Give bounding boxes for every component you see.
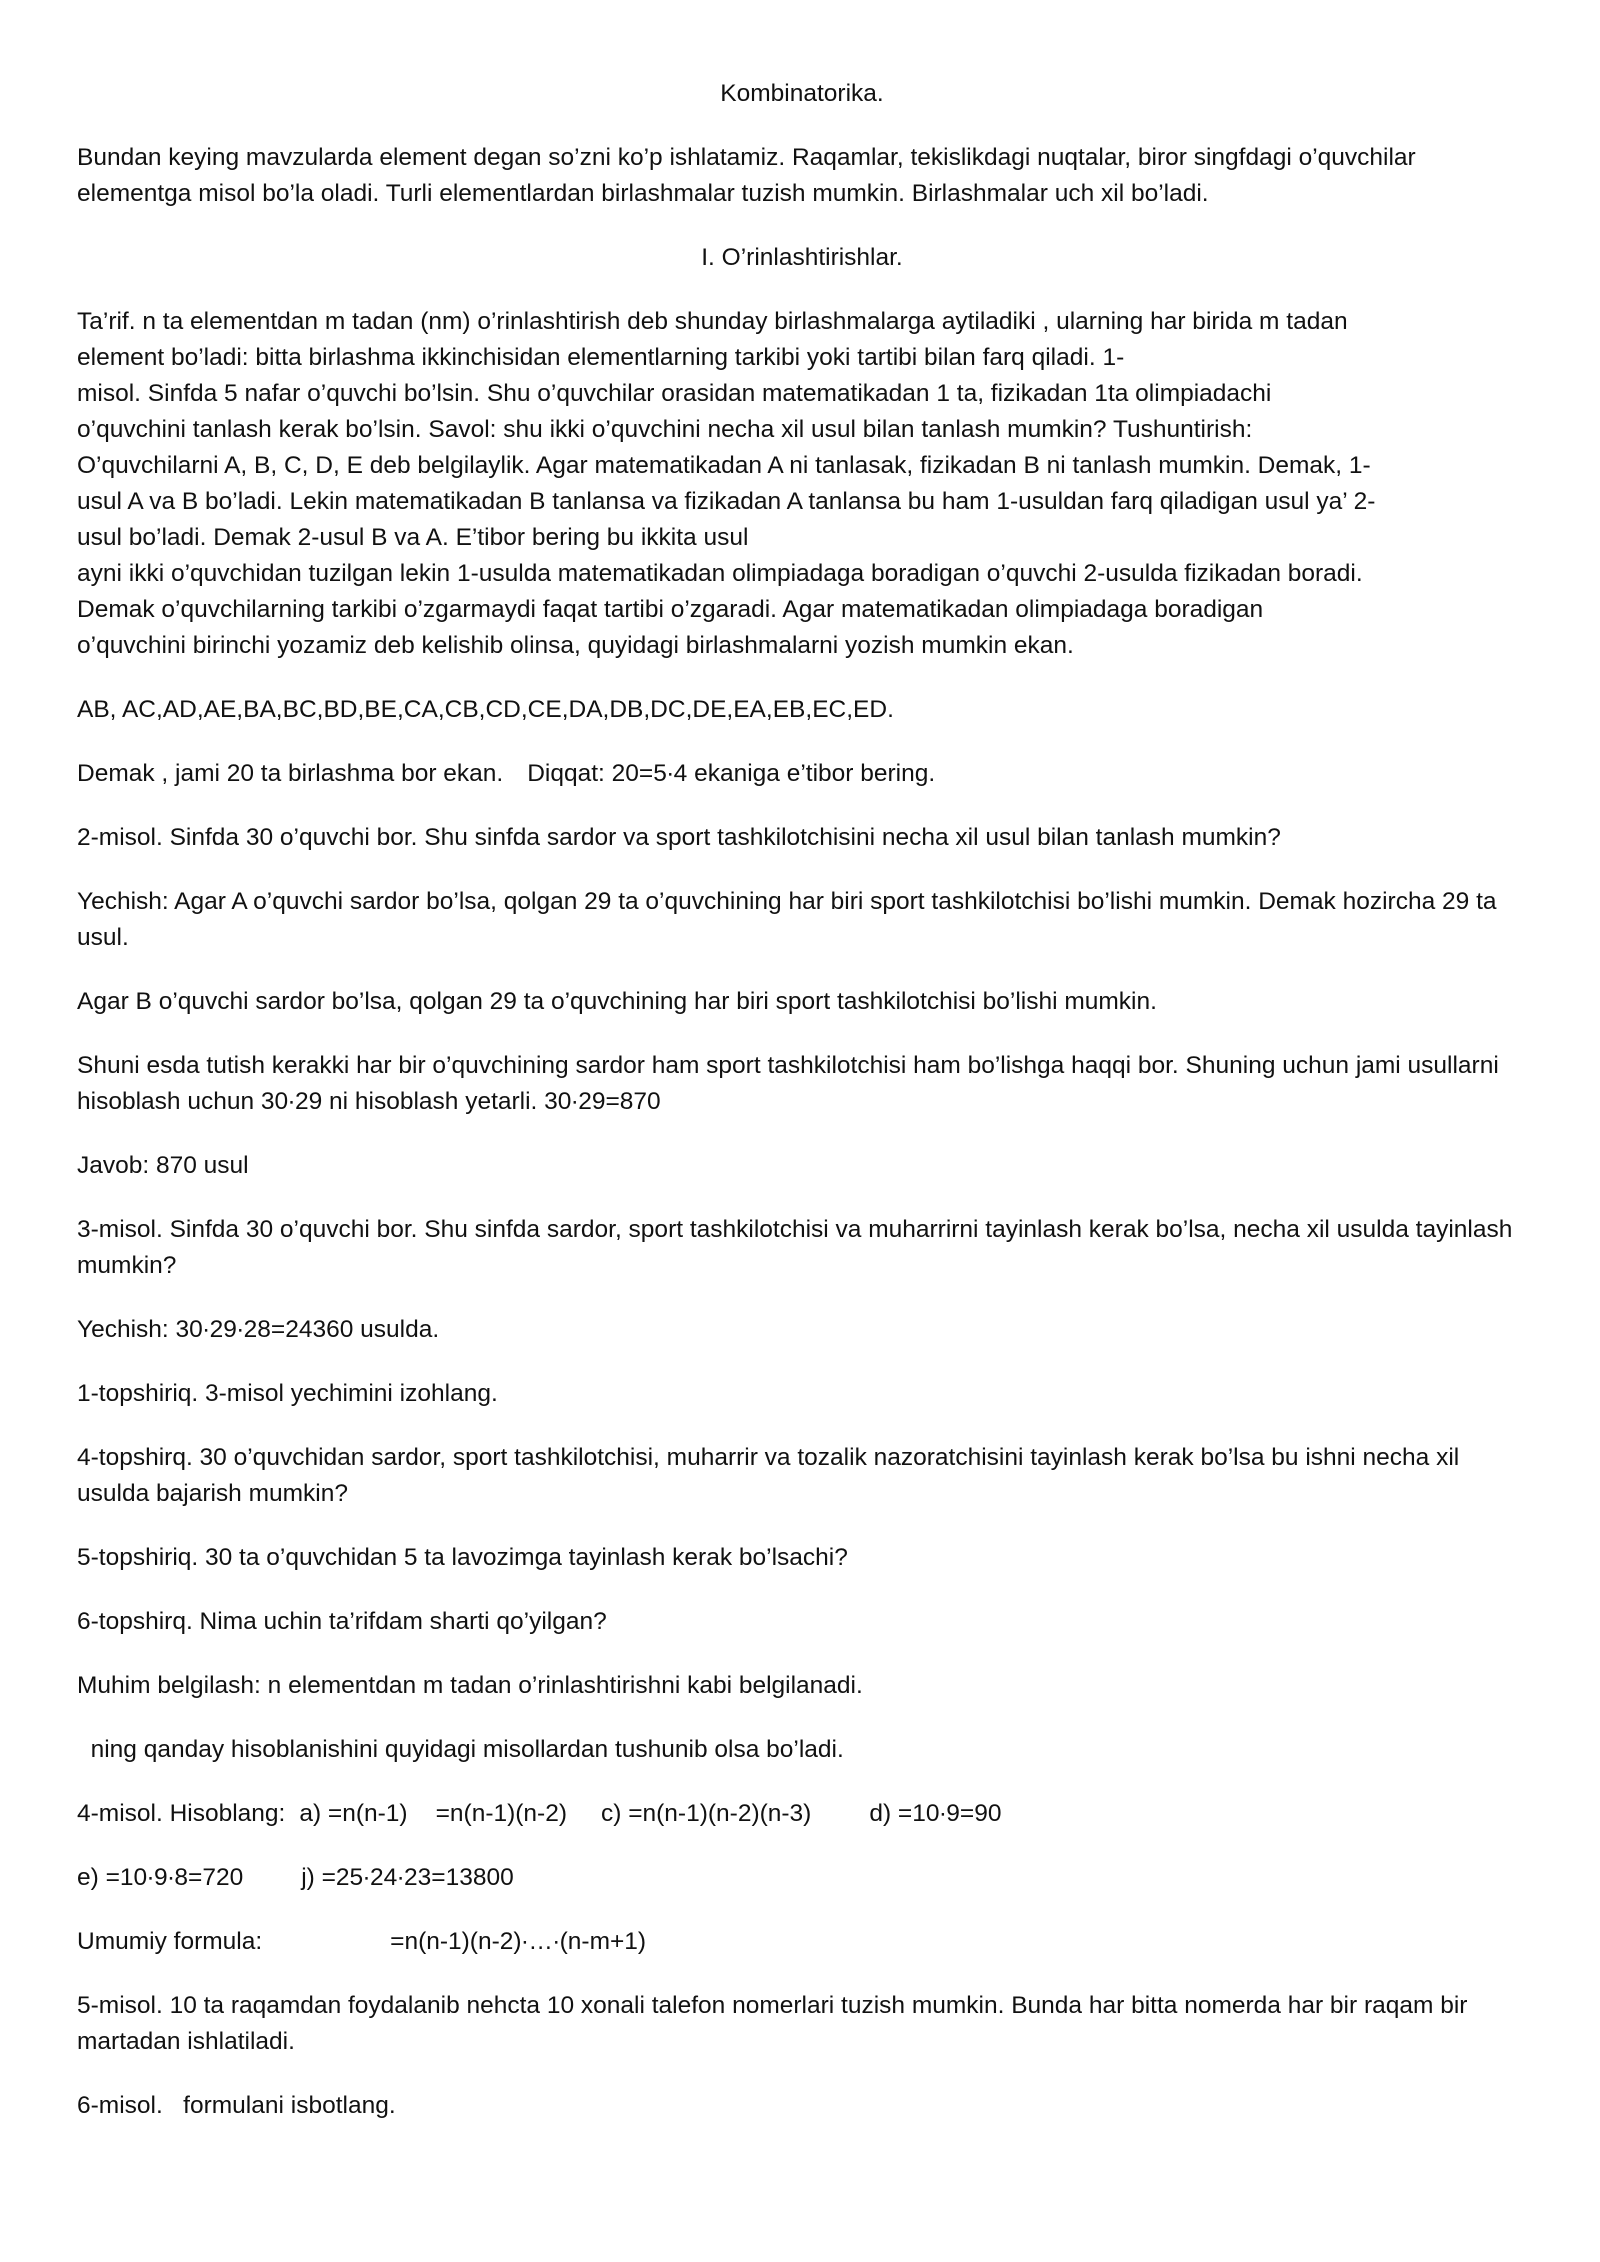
answer-2: Javob: 870 usul bbox=[77, 1152, 249, 1179]
document-body bbox=[77, 76, 1527, 2152]
definition-text: usul bo’ladi. Demak 2-usul B va A. bbox=[77, 524, 449, 551]
total-paragraph bbox=[77, 756, 1527, 792]
document-title: Kombinatorika. bbox=[720, 80, 884, 107]
solution-2a: Yechish: Agar A o’quvchi sardor bo’lsa, qolgan 29 ta o’quvchining har biri sport tashkilotchisi bo’lishi mumkin. Demak hozircha 29 ta usul. bbox=[77, 888, 1497, 951]
solution-3: Yechish: 30∙29∙28=24360 usulda. bbox=[77, 1316, 440, 1343]
example-4-j: j) =25∙24∙23=13800 bbox=[301, 1864, 514, 1891]
example-3: 3-misol. Sinfda 30 o’quvchi bor. Shu sinfda sardor, sport tashkilotchisi va muharrirni tayinlash kerak bo’lsa, necha xil usulda tayinlash mumkin? bbox=[77, 1216, 1513, 1279]
definition-line bbox=[77, 520, 1527, 556]
section-heading: I. O’rinlashtirishlar. bbox=[701, 244, 903, 271]
example-5: 5-misol. 10 ta raqamdan foydalanib nehcta 10 xonali talefon nomerlari tuzish mumkin. Bunda har bitta nomerda har bir raqam bir martadan ishlatiladi. bbox=[77, 1992, 1468, 2055]
solution-2b: Agar B o’quvchi sardor bo’lsa, qolgan 29 ta o’quvchining har biri sport tashkilotchisi bo’lishi mumkin. bbox=[77, 988, 1157, 1015]
example-4-d: d) =10∙9=90 bbox=[869, 1800, 1002, 1827]
example-4-row-1 bbox=[77, 1796, 1527, 1832]
example-4-label: 4-misol. Hisoblang: bbox=[77, 1800, 286, 1827]
example-4-a: a) =n(n-1) bbox=[299, 1800, 408, 1827]
definition-line: O’quvchilarni A, B, C, D, E deb belgilaylik. Agar matematikadan A ni tanlasak, fizikadan B ni tanlash mumkin. Demak, 1- bbox=[77, 452, 1371, 479]
definition-text: o’quvchini tanlash kerak bo’lsin. Savol: shu ikki o’quvchini necha xil usul bilan tanlash mumkin? bbox=[77, 416, 1107, 443]
example-4-b: =n(n-1)(n-2) bbox=[435, 1800, 567, 1827]
example-2: 2-misol. Sinfda 30 o’quvchi bor. Shu sinfda sardor va sport tashkilotchisini necha xil usul bilan tanlash mumkin? bbox=[77, 824, 1281, 851]
task-1: 1-topshiriq. 3-misol yechimini izohlang. bbox=[77, 1380, 498, 1407]
intro-paragraph: Bundan keying mavzularda element degan so’zni ko’p ishlatamiz. Raqamlar, tekislikdagi nuqtalar, biror singfdagi o’quvchilar elementga misol bo’la oladi. Turli elementlardan birlashmalar tuzish mumkin. Birlashmalar uch xil bo’ladi. bbox=[77, 144, 1416, 207]
definition-line: Ta’rif. n ta elementdan m tadan (nm) o’rinlashtirish deb shunday birlashmalarga aytiladiki , ularning har birida m tadan bbox=[77, 308, 1348, 335]
definition-paragraph bbox=[77, 304, 1527, 664]
solution-2c: Shuni esda tutish kerakki har bir o’quvchining sardor ham sport tashkilotchisi ham bo’lishga haqqi bor. Shuning uchun jami usullarni hisoblash uchun 30∙29 ni hisoblash yetarli. 30∙29=870 bbox=[77, 1052, 1499, 1115]
attention-text: Diqqat: 20=5∙4 ekaniga e’tibor bering. bbox=[527, 760, 936, 787]
example-6: 6-misol. formulani isbotlang. bbox=[77, 2092, 396, 2119]
definition-line bbox=[77, 340, 1527, 376]
example-4-row-2 bbox=[77, 1860, 1527, 1896]
general-formula bbox=[77, 1924, 1527, 1960]
definition-text: Tushuntirish: bbox=[1112, 416, 1253, 443]
notation-paragraph-2: ning qanday hisoblanishini quyidagi misollardan tushunib olsa bo’ladi. bbox=[77, 1736, 844, 1763]
definition-text: E’tibor bering bu ikkita usul bbox=[455, 524, 749, 551]
definition-line: usul A va B bo’ladi. Lekin matematikadan B tanlansa va fizikadan A tanlansa bu ham 1-usuldan farq qiladigan usul ya’ 2- bbox=[77, 488, 1376, 515]
total-text: Demak , jami 20 ta birlashma bor ekan. bbox=[77, 760, 504, 787]
example-4-c: c) =n(n-1)(n-2)(n-3) bbox=[601, 1800, 812, 1827]
task-4: 4-topshirq. 30 o’quvchidan sardor, sport tashkilotchisi, muharrir va tozalik nazoratchisini tayinlash kerak bo’lsa bu ishni necha xil usulda bajarish mumkin? bbox=[77, 1444, 1460, 1507]
definition-line: Demak o’quvchilarning tarkibi o’zgarmaydi faqat tartibi o’zgaradi. Agar matematikadan olimpiadaga boradigan bbox=[77, 596, 1264, 623]
example-4-e: e) =10∙9∙8=720 bbox=[77, 1864, 244, 1891]
pairs-list: AB, AC,AD,AE,BA,BC,BD,BE,CA,CB,CD,CE,DA,DB,DC,DE,EA,EB,EC,ED. bbox=[77, 696, 894, 723]
definition-line: ayni ikki o’quvchidan tuzilgan lekin 1-usulda matematikadan olimpiadaga boradigan o’quvchi 2-usulda fizikadan boradi. bbox=[77, 560, 1363, 587]
definition-line: o’quvchini birinchi yozamiz deb kelishib olinsa, quyidagi birlashmalarni yozish mumkin ekan. bbox=[77, 632, 1074, 659]
definition-line bbox=[77, 412, 1527, 448]
general-formula-label: Umumiy formula: bbox=[77, 1928, 263, 1955]
task-6: 6-topshirq. Nima uchin ta’rifdam sharti qo’yilgan? bbox=[77, 1608, 607, 1635]
definition-text: element bo’ladi: bitta birlashma ikkinchisidan elementlarning tarkibi yoki tartibi bilan farq qiladi. bbox=[77, 344, 1096, 371]
definition-line: misol. Sinfda 5 nafar o’quvchi bo’lsin. Shu o’quvchilar orasidan matematikadan 1 ta, fizikadan 1ta olimpiadachi bbox=[77, 380, 1272, 407]
notation-paragraph: Muhim belgilash: n elementdan m tadan o’rinlashtirishni kabi belgilanadi. bbox=[77, 1672, 863, 1699]
general-formula-expression: =n(n-1)(n-2)∙…∙(n-m+1) bbox=[390, 1928, 647, 1955]
definition-text: 1- bbox=[1102, 344, 1125, 371]
task-5: 5-topshiriq. 30 ta o’quvchidan 5 ta lavozimga tayinlash kerak bo’lsachi? bbox=[77, 1544, 848, 1571]
